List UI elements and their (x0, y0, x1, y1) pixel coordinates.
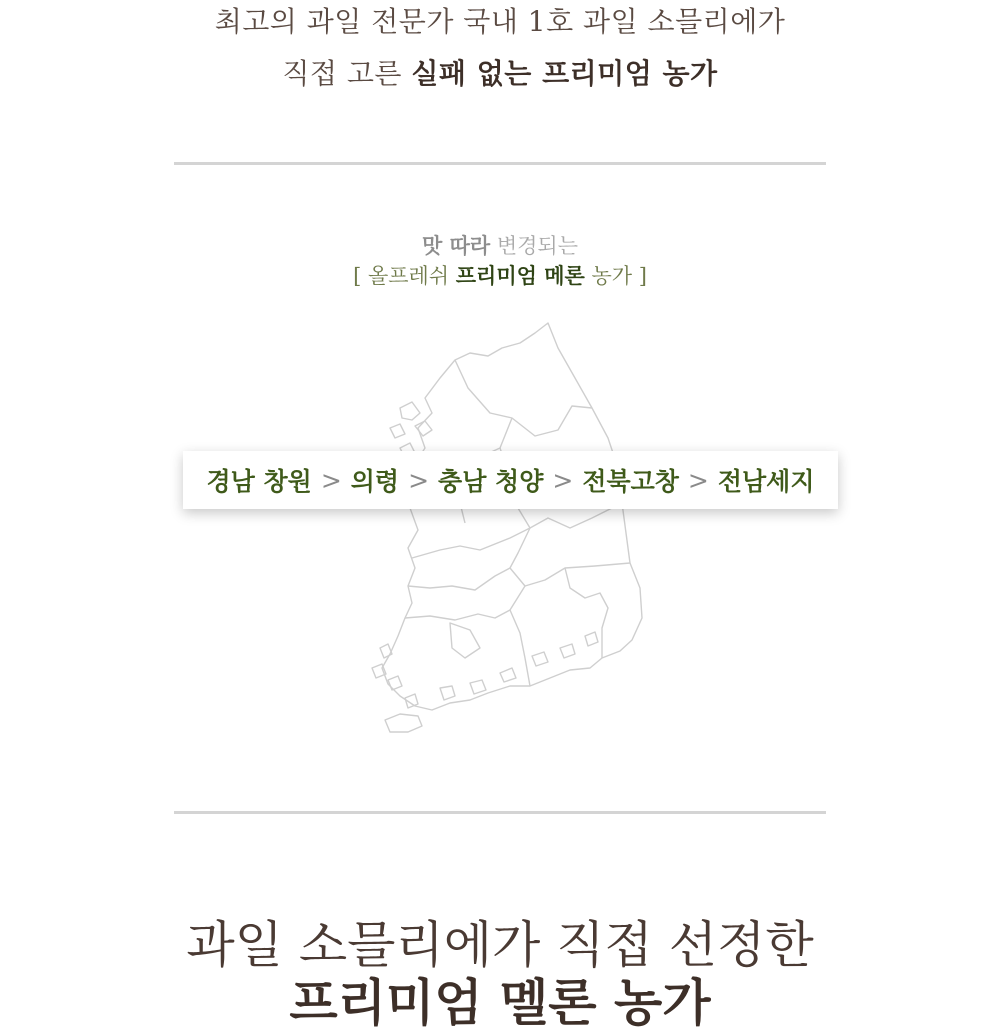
route-separator: > (552, 465, 574, 495)
subtitle-line-2-open: [ 올프레쉬 (353, 264, 456, 288)
headline-line-2: 프리미엄 멜론 농가 (289, 973, 711, 1032)
route-stop: 충남 청양 (438, 467, 544, 496)
intro-line-1: 최고의 과일 전문가 국내 1호 과일 소믈리에가 (214, 5, 786, 38)
route-stop: 전남세지 (717, 467, 815, 496)
intro-line-2-bold: 실패 없는 프리미엄 농가 (411, 57, 718, 90)
subtitle-line-1-rest: 변경되는 (490, 234, 578, 258)
headline-line-1: 과일 소믈리에가 직접 선정한 (186, 916, 814, 974)
route-separator: > (320, 465, 342, 495)
farm-route-banner (183, 451, 838, 509)
route-separator: > (687, 465, 709, 495)
subtitle-line-1-bold: 맛 따라 (422, 233, 491, 258)
subtitle-line-1 (0, 230, 1000, 260)
south-korea-map-icon (360, 318, 650, 753)
bottom-divider (174, 811, 826, 814)
top-divider (174, 162, 826, 165)
intro-line-2-prefix: 직접 고른 (282, 57, 412, 90)
subtitle-line-2 (0, 260, 1000, 290)
route-separator: > (408, 465, 430, 495)
intro-line-2 (0, 52, 1000, 92)
route-stop: 전북고창 (582, 467, 679, 496)
route-stop: 경남 창원 (206, 467, 312, 496)
subtitle-line-2-bold: 프리미엄 메론 (455, 263, 585, 288)
subtitle-line-2-close: 농가 ] (584, 264, 647, 288)
route-stop: 의령 (350, 467, 400, 496)
